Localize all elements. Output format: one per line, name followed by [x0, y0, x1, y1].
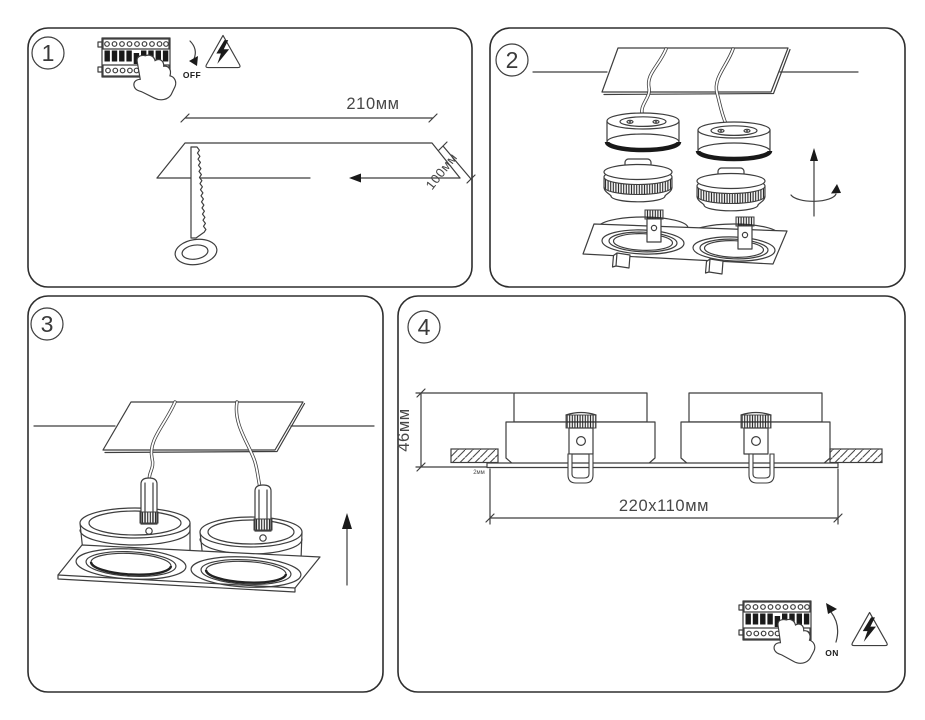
frame-flange-section — [487, 463, 838, 468]
lamp-body-section — [506, 393, 655, 465]
step-3-panel — [28, 296, 383, 692]
switch-on-label: ON — [825, 648, 839, 658]
step-2-number: 2 — [505, 47, 519, 73]
frame-tab — [706, 259, 724, 274]
step-1-panel — [28, 28, 475, 287]
spring-clip — [645, 210, 663, 242]
height-dimension-label: 46мм — [395, 408, 413, 452]
step-2-panel — [490, 28, 905, 287]
step-3-number: 3 — [40, 311, 54, 337]
depth-dimension-label: 100мм — [422, 150, 461, 193]
ceiling-hatch — [451, 449, 498, 463]
width-dimension-label: 210мм — [346, 95, 400, 113]
frame-tab — [613, 253, 631, 268]
step-1-border — [28, 28, 472, 287]
step-4-panel — [395, 296, 905, 692]
step-4-number: 4 — [417, 314, 431, 340]
step-3-border — [28, 296, 383, 692]
ceiling-hatch — [830, 449, 882, 463]
spring-clip — [736, 217, 754, 249]
switch-off-label: OFF — [182, 70, 202, 80]
lamp-body-section — [681, 393, 830, 465]
step-4-border — [398, 296, 905, 692]
step-1-number: 1 — [41, 40, 55, 66]
cutout-dimension-label: 220x110мм — [618, 497, 710, 515]
flange-thickness-label: 2мм — [473, 470, 485, 476]
